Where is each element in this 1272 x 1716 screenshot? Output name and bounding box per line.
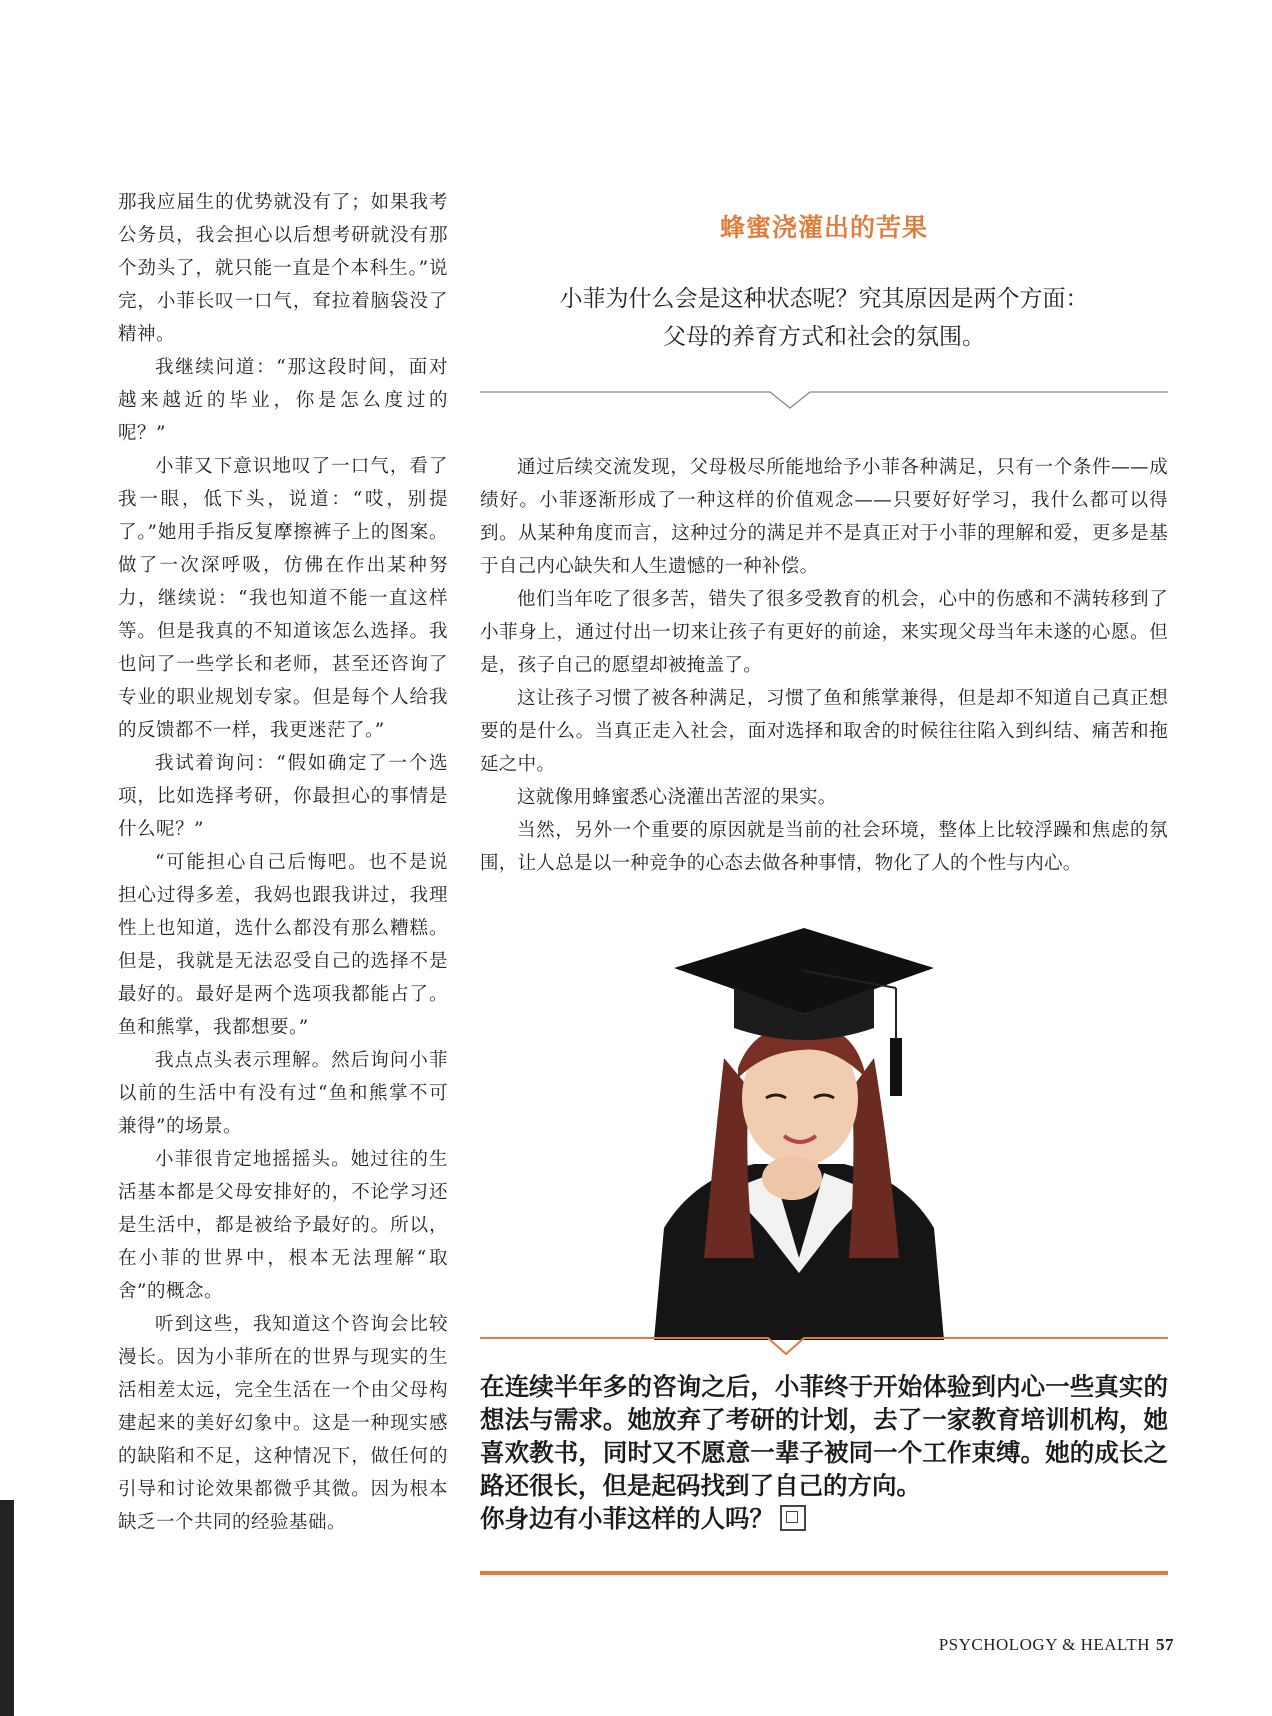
lead-line: 父母的养育方式和社会的氛围。	[663, 324, 985, 350]
lead-quote	[480, 280, 1168, 356]
paragraph: 当然，另外一个重要的原因就是当前的社会环境，整体上比较浮躁和焦虑的氛围，让人总是以一种竞争的心态去做各种事情，物化了人的个性与内心。	[480, 820, 1168, 874]
paragraph: 我点点头表示理解。然后询问小菲以前的生活中有没有过“鱼和熊掌不可兼得”的场景。	[118, 1050, 448, 1137]
bottom-accent-rule	[480, 1571, 1168, 1575]
left-column-text	[118, 186, 448, 1539]
paragraph: 这让孩子习惯了被各种满足，习惯了鱼和熊掌兼得，但是却不知道自己真正想要的是什么。当真正走入社会，面对选择和取舍的时候往往陷入到纠结、痛苦和拖延之中。	[480, 688, 1168, 775]
conclusion-text: 在连续半年多的咨询之后，小菲终于开始体验到内心一些真实的想法与需求。她放弃了考研的计划，去了一家教育培训机构，她喜欢教书，同时又不愿意一辈子被同一个工作束缚。她的成长之路还很长，但是起码找到了自己的方向。	[480, 1372, 1168, 1500]
page-footer	[939, 1635, 1174, 1655]
page-edge-mark	[0, 1500, 14, 1716]
paragraph: 他们当年吃了很多苦，错失了很多受教育的机会，心中的伤感和不满转移到了小菲身上，通过付出一切来让孩子有更好的前途，来实现父母当年未遂的心愿。但是，孩子自己的愿望却被掩盖了。	[480, 589, 1168, 676]
paragraph: “可能担心自己后悔吧。也不是说担心过得多差，我妈也跟我讲过，我理性上也知道，选什么都没有那么糟糕。但是，我就是无法忍受自己的选择不是最好的。最好是两个选项我都能占了。鱼和熊掌，我都想要。”	[118, 852, 448, 1038]
question-text: 你身边有小菲这样的人吗？	[480, 1504, 774, 1533]
closing-question	[480, 1502, 1168, 1535]
graduate-photo	[634, 928, 964, 1340]
paragraph: 小菲很肯定地摇摇头。她过往的生活基本都是父母安排好的，不论学习还是生活中，都是被给予最好的。所以，在小菲的世界中，根本无法理解“取舍”的概念。	[118, 1149, 448, 1302]
paragraph: 通过后续交流发现，父母极尽所能地给予小菲各种满足，只有一个条件——成绩好。小菲逐渐形成了一种这样的价值观念——只要好好学习，我什么都可以得到。从某种角度而言，这种过分的满足并不是真正对于小菲的理解和爱，更多是基于自己内心缺失和人生遗憾的一种补偿。	[480, 457, 1168, 577]
right-column-text	[480, 451, 1168, 880]
section-title: 蜂蜜浇灌出的苦果	[719, 213, 928, 242]
paragraph: 听到这些，我知道这个咨询会比较漫长。因为小菲所在的世界与现实的生活相差太远，完全生活在一个由父母构建起来的美好幻象中。这是一种现实感的缺陷和不足，这种情况下，做任何的引导和讨论效果都微乎其微。因为根本缺乏一个共同的经验基础。	[118, 1314, 448, 1533]
accent-chevron-divider	[480, 1334, 1168, 1358]
paragraph: 我试着询问：“假如确定了一个选项，比如选择考研，你最担心的事情是什么呢？”	[118, 753, 448, 840]
paragraph: 我继续问道：“那这段时间，面对越来越近的毕业，你是怎么度过的呢？”	[118, 357, 448, 444]
lead-line: 小菲为什么会是这种状态呢？究其原因是两个方面：	[559, 286, 1089, 312]
seal-icon	[780, 1505, 806, 1531]
chevron-divider	[480, 384, 1168, 410]
page-number: 57	[1156, 1635, 1174, 1654]
paragraph: 小菲又下意识地叹了一口气，看了我一眼，低下头，说道：“哎，别提了。”她用手指反复摩擦裤子上的图案。做了一次深呼吸，仿佛在作出某种努力，继续说：“我也知道不能一直这样等。但是我真的不知道该怎么选择。我也问了一些学长和老师，甚至还咨询了专业的职业规划专家。但是每个人给我的反馈都不一样，我更迷茫了。”	[118, 456, 448, 741]
magazine-name: PSYCHOLOGY & HEALTH	[938, 1635, 1150, 1654]
conclusion-block	[480, 1370, 1168, 1535]
paragraph: 这就像用蜂蜜悉心浇灌出苦涩的果实。	[517, 787, 837, 808]
paragraph: 那我应届生的优势就没有了；如果我考公务员，我会担心以后想考研就没有那个劲头了，就只能一直是个本科生。”说完，小菲长叹一口气，耷拉着脑袋没了精神。	[118, 192, 448, 345]
